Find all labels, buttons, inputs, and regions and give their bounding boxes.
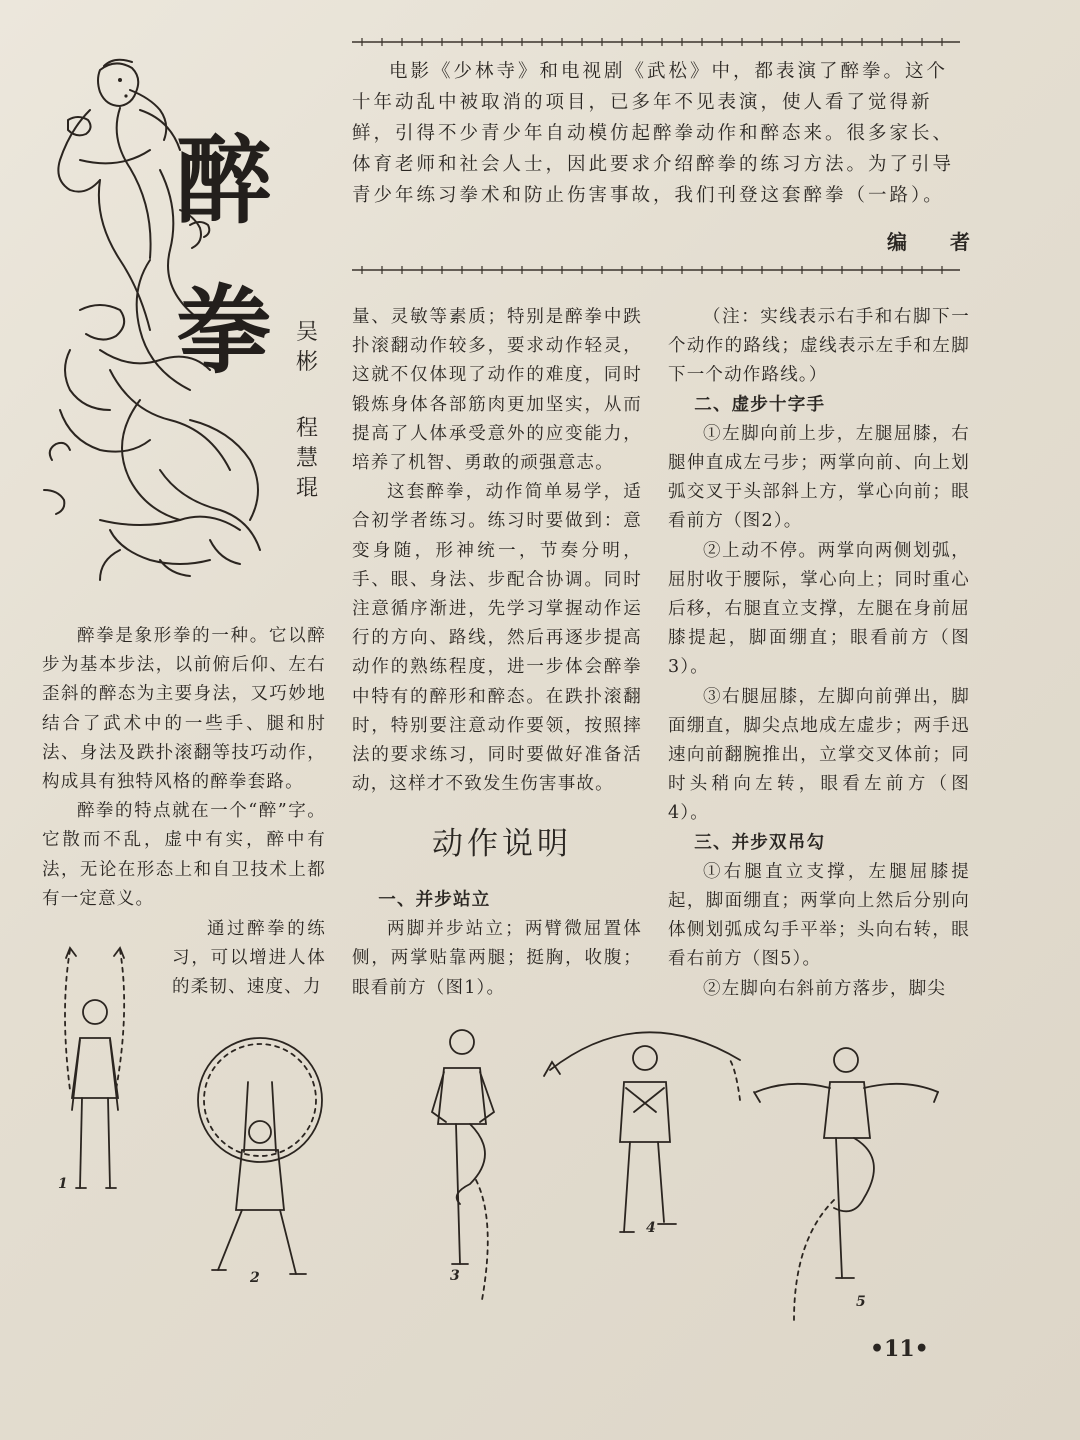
heading-step-1: 一、并步站立 [378,890,491,910]
figure-1-drawing [40,940,150,1210]
middle-para-1: 量、灵敏等素质；特别是醉拳中跌扑滚翻动作较多，要求动作轻灵，这就不仅体现了动作的难度，同时锻炼身体各部筋肉更加坚实，从而提高了人体承受意外的应变能力，培养了机智、勇敢的顽强意志。 [352,307,642,474]
left-para-1: 醉拳是象形拳的一种。它以醉步为基本步法，以前俯后仰、左右歪斜的醉态为主要身法，又巧妙地结合了武术中的一些手、腿和肘法、身法及跌扑滚翻等技巧动作，构成具有独特风格的醉拳套路。 [42,626,326,793]
heading-step-2: 二、虚步十字手 [694,394,826,415]
editor-note-text: 电影《少林寺》和电视剧《武松》中，都表演了醉拳。这个十年动乱中被取消的项目，已多年不见表演，使人看了觉得新鲜，引得不少青少年自动模仿起醉拳动作和醉态来。很多家长、体育老师和社会人士，因此要求介绍醉拳的练习方法。为了引导青少年练习拳术和防止伤害事故，我们刊登这套醉拳（一路）。 [352,61,955,206]
top-decorative-rule [352,38,960,46]
title-char-2: 拳 [176,274,272,387]
heading-step-3: 三、并步双吊勾 [694,832,826,853]
middle-para-3: 两脚并步站立；两臂微屈置体侧，两掌贴靠两腿；挺胸，收腹；眼看前方（图1）。 [352,919,642,998]
figure-2 [190,1060,340,1290]
figure-3-drawing [410,1020,520,1320]
figure-2-drawing [190,1060,340,1290]
editor-signature: 编 者 [887,230,988,254]
left-para-2: 醉拳的特点就在一个“醉”字。它散而不乱，虚中有实，醉中有法，无论在形态上和自卫技术上都有一定意义。 [42,801,326,909]
left-column [42,622,326,914]
figure-4-drawing [540,1010,740,1260]
bottom-decorative-rule [352,266,960,274]
right-para-1: ①左脚向前上步，左腿屈膝，右腿伸直成左弓步；两掌向前、向上划弧交叉于头部斜上方，掌心向前；眼看前方（图2）。 [668,423,970,532]
left-para-3: 通过醉拳的练习，可以增进人体的柔韧、速度、力 [172,919,326,998]
figure-3 [410,1020,520,1320]
middle-para-2: 这套醉拳，动作简单易学，适合初学者练习。练习时要做到：意变身随，形神统一，节奏分明，手、眼、身法、步配合协调。同时注意循序渐进，先学习掌握动作运行的方向、路线，然后再逐步提高动作的熟练程度，进一步体会醉拳中特有的醉形和醉态。在跌扑滚翻时，特别要注意动作要领，按照摔法的要求练习，同时要做好准备活动，这样才不致发生伤害事故。 [352,482,642,795]
right-para-2: ②上动不停。两掌向两侧划弧，屈肘收于腰际，掌心向上；同时重心后移，右腿直立支撑，左腿在身前屈膝提起，脚面绷直；眼看前方（图3）。 [668,540,970,678]
middle-column-lower [352,886,642,1003]
figure-2-number: 2 [250,1270,260,1286]
right-para-3: ③右腿屈膝，左脚向前弹出，脚面绷直，脚尖点地成左虚步；两手迅速向前翻腕推出，立掌交叉体前；同时头稍向左转，眼看左前方（图4）。 [668,686,970,824]
figure-4-number: 4 [646,1220,656,1236]
figure-5 [750,1040,950,1330]
author-1: 吴彬 [295,320,318,375]
right-column [668,303,970,1004]
figure-3-number: 3 [450,1268,460,1284]
title-char-1: 醉 [176,124,272,237]
middle-column [352,303,642,799]
author-2: 程慧琨 [295,416,318,501]
left-column-continued [172,915,326,1003]
figure-1-number: 1 [58,1176,68,1192]
authors [292,318,322,504]
figure-4 [540,1010,740,1260]
right-para-4: ①右腿直立支撑，左腿屈膝提起，脚面绷直；两掌向上然后分别向体侧划弧成勾手平举；头向右转，眼看右前方（图5）。 [668,861,970,970]
right-para-5: ②左脚向右斜前方落步，脚尖 [703,978,947,999]
section-title: 动作说明 [432,826,572,862]
figure-5-drawing [750,1040,950,1330]
editor-note [352,56,962,211]
figure-1 [40,940,150,1210]
page-number: •11• [870,1336,929,1362]
figure-5-number: 5 [856,1294,866,1310]
path-legend-note: （注：实线表示右手和右脚下一个动作的路线；虚线表示左手和左脚下一个动作路线。） [668,307,970,386]
